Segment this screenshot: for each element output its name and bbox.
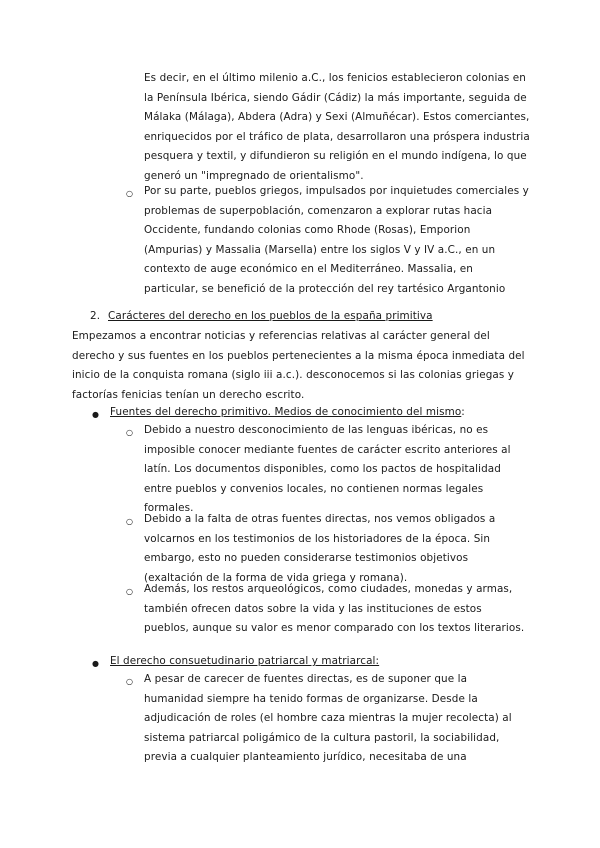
paragraph-phoenicians: Es decir, en el último milenio a.C., los fenicios establecieron colonias en la Península Ibérica, siendo Gádir (Cádiz) la más importante, seguida de Málaka (Málaga), Abdera (Adra) y Sexi (Almuñécar). Estos comerciantes, enriquecidos por el tráfico de plata, desarrollaron una próspera industria pesquera y textil, y difundieron su religión en el mundo indígena, lo que generó un "impregnado de orientalismo". [144,72,530,182]
bullet-heading-customary-law: El derecho consuetudinario patriarcal y matriarcal: [110,655,380,667]
section-number: 2. [90,310,101,322]
list-item: Además, los restos arqueológicos, como ciudades, monedas y armas, también ofrecen datos sobre la vida y las instituciones de estos pueblos, aunque su valor es menor comparado con los textos literarios. [144,583,525,635]
hollow-bullet-icon: ○ [126,587,134,596]
list-item: A pesar de carecer de fuentes directas, es de suponer que la humanidad siempre ha tenido formas de organizarse. Desde la adjudicación de roles (el hombre caza mientras la mujer recolecta) al sistema patriarcal poligámico de la cultura pastoril, la sociabilidad, previa a cualquier planteamiento jurídico, necesitaba de una [144,673,512,764]
section-body: Empezamos a encontrar noticias y referencias relativas al carácter general del derecho y sus fuentes en los pueblos pertenecientes a la misma época inmediata del inicio de la conquista romana (siglo iii a.c.). desconocemos si las colonias griegas y factorías fenicias tenían un derecho escrito. [72,330,525,401]
list-item: Debido a la falta de otras fuentes directas, nos vemos obligados a volcarnos en los testimonios de los historiadores de la época. Sin embargo, esto no pueden considerarse testimonios objetivos (exaltación de la forma de vida griega y romana). [144,513,496,584]
bullet-heading-sources: Fuentes del derecho primitivo. Medios de conocimiento del mismo: [110,406,465,418]
hollow-bullet-icon: ○ [126,677,134,686]
list-item: Debido a nuestro desconocimiento de las lenguas ibéricas, no es imposible conocer mediante fuentes de carácter escrito anteriores al latín. Los documentos disponibles, como los pactos de hospitalidad entre pueblos y convenios locales, no contienen normas legales formales. [144,424,511,515]
section-title: Carácteres del derecho en los pueblos de la españa primitiva [108,310,433,322]
hollow-bullet-icon: ○ [126,428,134,437]
hollow-bullet-icon: ○ [126,517,134,526]
filled-bullet-icon: ● [92,659,100,668]
filled-bullet-icon: ● [92,410,100,419]
list-item-greeks: Por su parte, pueblos griegos, impulsados por inquietudes comerciales y problemas de superpoblación, comenzaron a explorar rutas hacia Occidente, fundando colonias como Rhode (Rosas), Emporion (Ampurias) y Massalia (Marsella) entre los siglos V y IV a.C., en un contexto de auge económico en el Mediterráneo. Massalia, en particular, se benefició de la protección del rey tartésico Argantonio [144,185,529,295]
hollow-bullet-icon: ○ [126,189,134,198]
